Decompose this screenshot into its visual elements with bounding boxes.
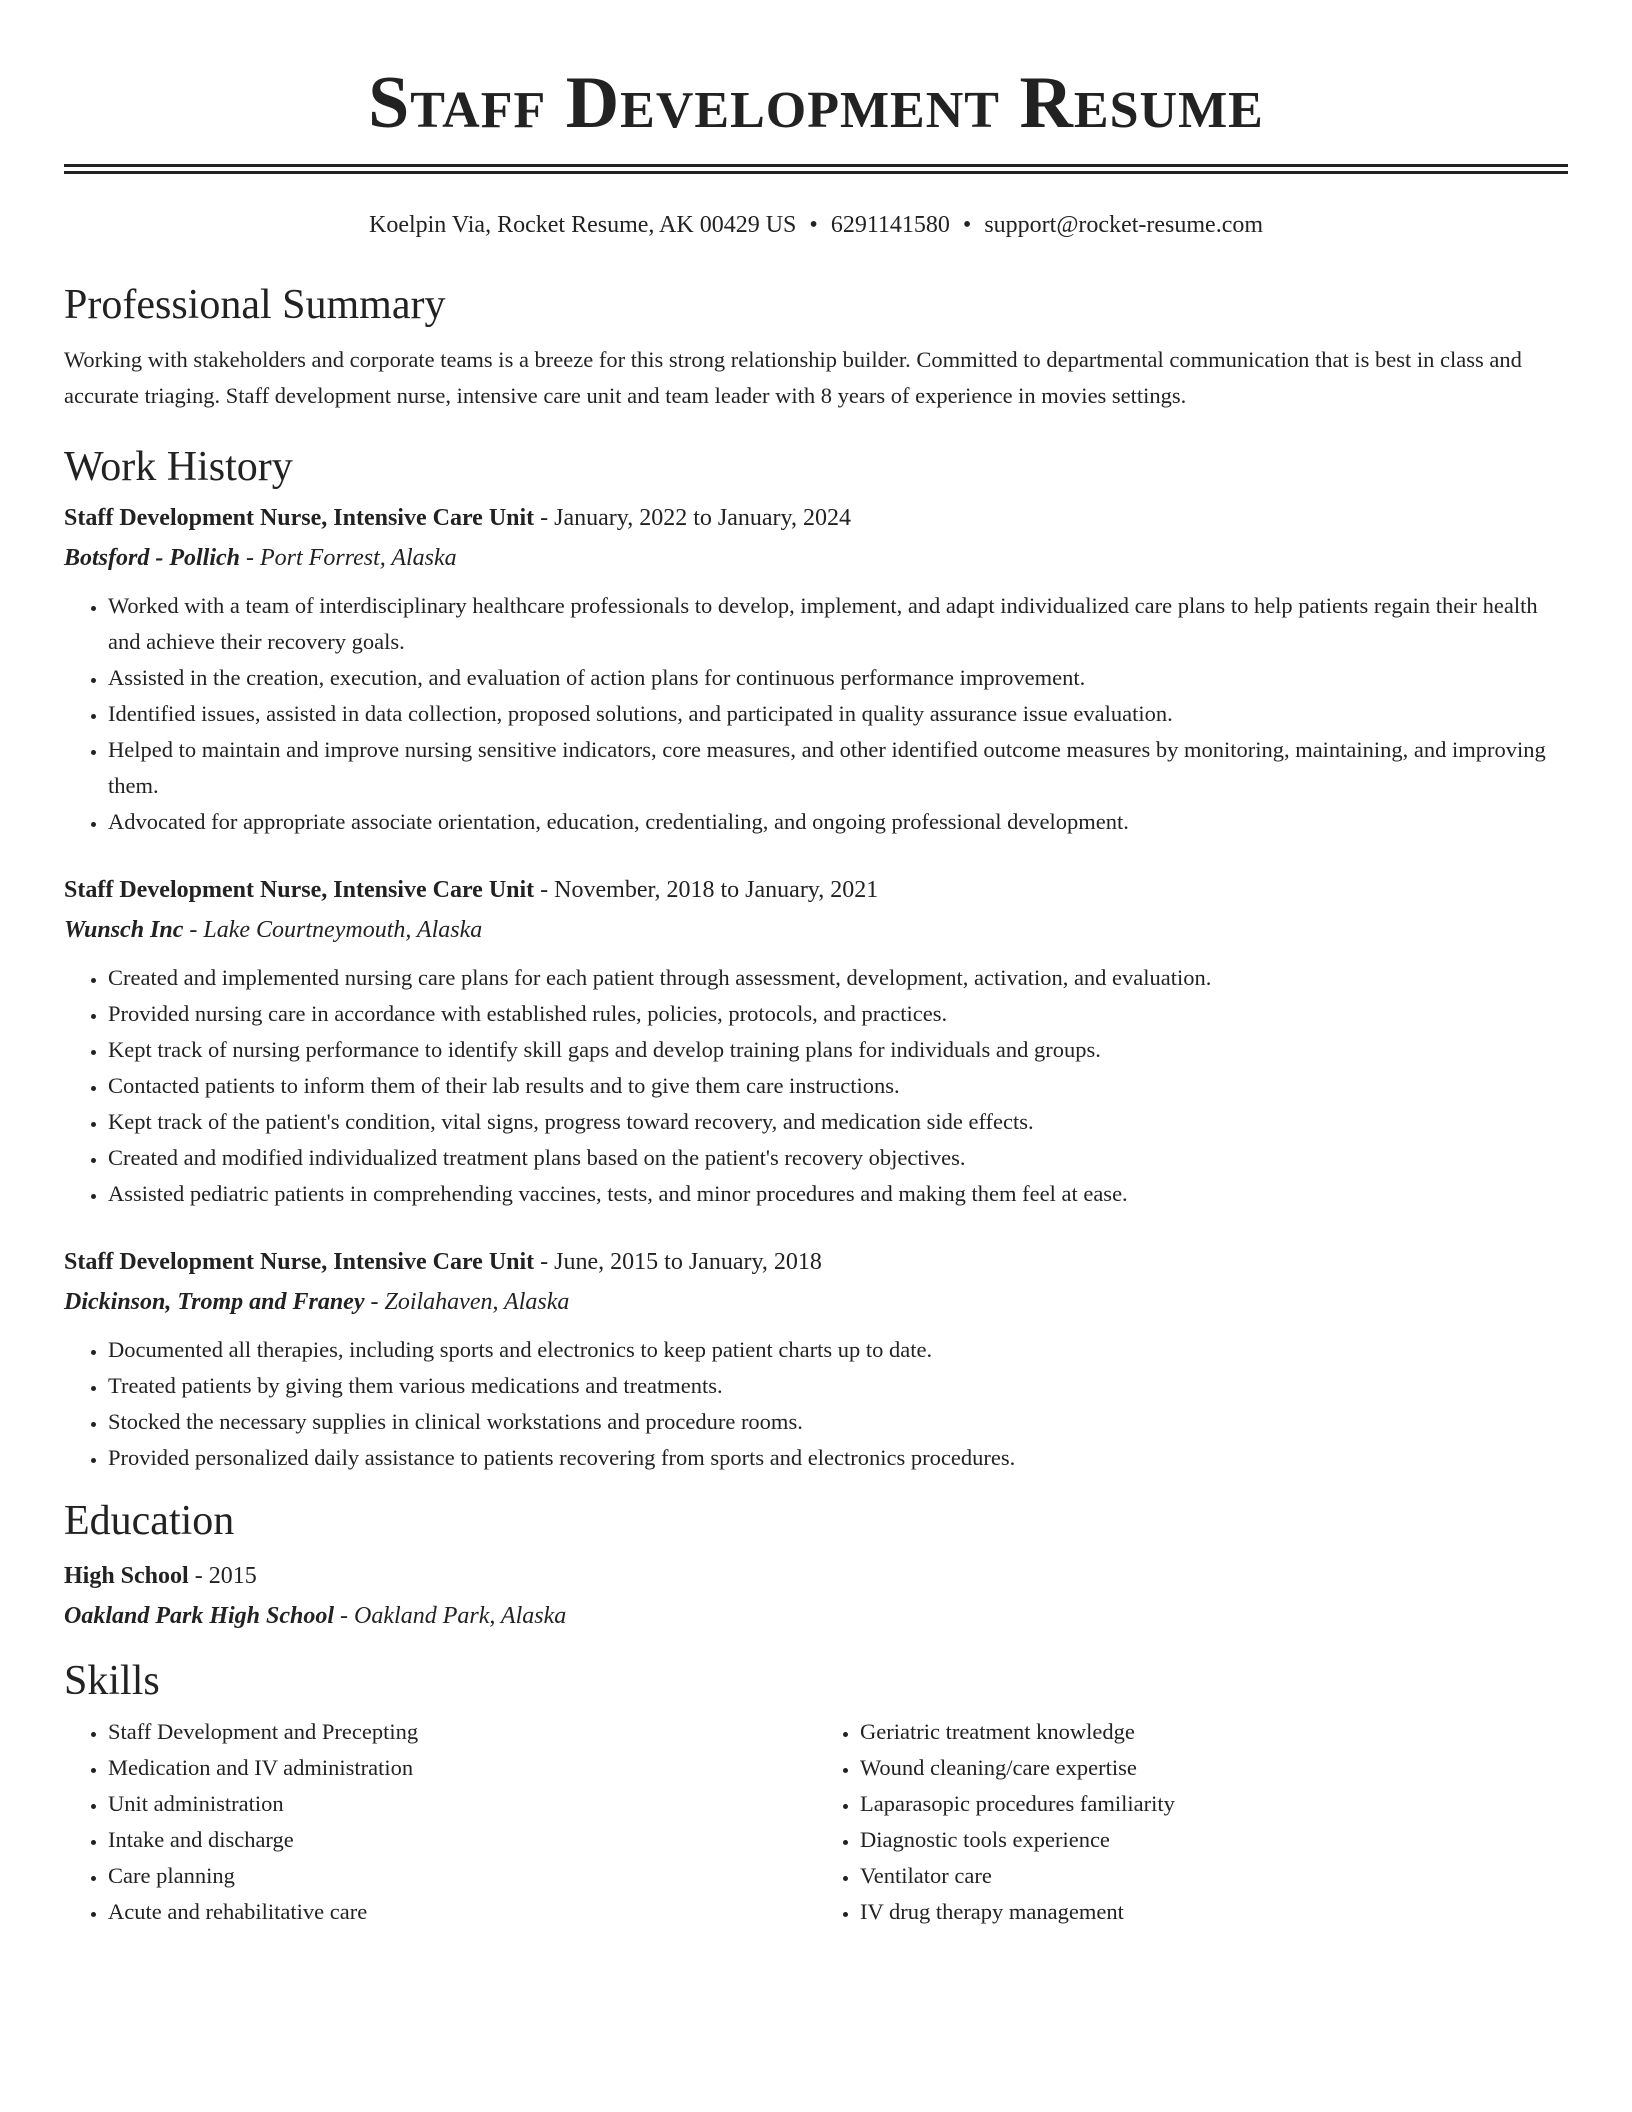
title-divider-bottom xyxy=(64,171,1568,174)
skills-list xyxy=(64,1714,1568,1930)
job-bullets xyxy=(64,1332,1568,1476)
list-item: • Assisted in the creation, execution, and evaluation of action plans for continuous performance improvement. xyxy=(108,660,1568,696)
bullet-separator: • xyxy=(809,212,818,238)
skill-item: • Staff Development and Precepting xyxy=(108,1714,816,1750)
section-heading-work-history: Work History xyxy=(64,444,293,490)
school-location: - Oakland Park, Alaska xyxy=(334,1603,567,1629)
contact-line xyxy=(64,210,1568,240)
company-line xyxy=(64,538,1568,578)
degree: High School xyxy=(64,1563,189,1589)
job-title: Staff Development Nurse, Intensive Care Unit xyxy=(64,877,535,903)
list-item: • Treated patients by giving them various medications and treatments. xyxy=(108,1368,1568,1404)
job-title-line xyxy=(64,870,1568,910)
company-name: Wunsch Inc xyxy=(64,917,184,943)
job-dates: - November, 2018 to January, 2021 xyxy=(534,877,879,903)
address: Koelpin Via, Rocket Resume, AK 00429 US xyxy=(368,212,797,238)
bullet-separator: • xyxy=(962,212,972,238)
list-item: • Kept track of nursing performance to identify skill gaps and develop training plans for individuals and groups. xyxy=(108,1032,1568,1068)
degree-line xyxy=(64,1556,1568,1596)
email: support@rocket-resume.com xyxy=(984,212,1264,238)
graduation-year: - 2015 xyxy=(188,1563,257,1589)
list-item: • Kept track of the patient's condition, vital signs, progress toward recovery, and medication side effects. xyxy=(108,1104,1568,1140)
skill-item: • Intake and discharge xyxy=(108,1822,816,1858)
skill-item: • IV drug therapy management xyxy=(860,1894,1568,1930)
skill-item: • Geriatric treatment knowledge xyxy=(860,1714,1568,1750)
company-name: Botsford - Pollich xyxy=(64,545,241,571)
skill-item: • Wound cleaning/care expertise xyxy=(860,1750,1568,1786)
company-line xyxy=(64,910,1568,950)
list-item: • Created and modified individualized treatment plans based on the patient's recovery objectives. xyxy=(108,1140,1568,1176)
skill-item: • Care planning xyxy=(108,1858,816,1894)
company-location: - Zoilahaven, Alaska xyxy=(364,1289,570,1315)
list-item: • Assisted pediatric patients in comprehending vaccines, tests, and minor procedures and making them feel at ease. xyxy=(108,1176,1568,1212)
summary-text: Working with stakeholders and corporate teams is a breeze for this strong relationship builder. Committed to departmental communication that is best in class and accurate triaging. Staff development nurse, intensive care unit and team leader with 8 years of experience in movies settings. xyxy=(64,347,1522,408)
resume-title: Staff Development Resume xyxy=(368,62,1264,144)
school-name: Oakland Park High School xyxy=(64,1603,335,1629)
school-line xyxy=(64,1596,1568,1636)
job-entry xyxy=(64,1242,1568,1476)
job-entry xyxy=(64,870,1568,1212)
job-title-line xyxy=(64,498,1568,538)
job-dates: - January, 2022 to January, 2024 xyxy=(534,505,851,531)
list-item: • Worked with a team of interdisciplinary healthcare professionals to develop, implement, and adapt individualized care plans to help patients regain their health and achieve their recovery goals. xyxy=(108,588,1568,660)
job-entry xyxy=(64,498,1568,840)
skill-item: • Laparasopic procedures familiarity xyxy=(860,1786,1568,1822)
education-entry xyxy=(64,1556,1568,1636)
company-name: Dickinson, Tromp and Franey xyxy=(64,1289,365,1315)
skill-item: • Acute and rehabilitative care xyxy=(108,1894,816,1930)
company-location: - Lake Courtneymouth, Alaska xyxy=(183,917,483,943)
list-item: • Provided nursing care in accordance with established rules, policies, protocols, and practices. xyxy=(108,996,1568,1032)
job-title: Staff Development Nurse, Intensive Care Unit xyxy=(64,505,535,531)
job-bullets xyxy=(64,588,1568,840)
section-heading-summary: Professional Summary xyxy=(64,282,446,328)
list-item: • Contacted patients to inform them of their lab results and to give them care instructions. xyxy=(108,1068,1568,1104)
list-item: • Documented all therapies, including sports and electronics to keep patient charts up to date. xyxy=(108,1332,1568,1368)
skill-item: • Ventilator care xyxy=(860,1858,1568,1894)
skill-item: • Medication and IV administration xyxy=(108,1750,816,1786)
company-line xyxy=(64,1282,1568,1322)
job-title: Staff Development Nurse, Intensive Care Unit xyxy=(64,1249,535,1275)
job-bullets xyxy=(64,960,1568,1212)
skill-item: • Unit administration xyxy=(108,1786,816,1822)
list-item: • Helped to maintain and improve nursing sensitive indicators, core measures, and other identified outcome measures by monitoring, maintaining, and improving them. xyxy=(108,732,1568,804)
section-heading-education: Education xyxy=(64,1498,235,1544)
list-item: • Stocked the necessary supplies in clinical workstations and procedure rooms. xyxy=(108,1404,1568,1440)
list-item: • Advocated for appropriate associate orientation, education, credentialing, and ongoing professional development. xyxy=(108,804,1568,840)
list-item: • Created and implemented nursing care plans for each patient through assessment, development, activation, and evaluation. xyxy=(108,960,1568,996)
phone: 6291141580 xyxy=(830,212,950,238)
skills-column-left xyxy=(64,1714,816,1930)
list-item: • Provided personalized daily assistance to patients recovering from sports and electronics procedures. xyxy=(108,1440,1568,1476)
list-item: • Identified issues, assisted in data collection, proposed solutions, and participated in quality assurance issue evaluation. xyxy=(108,696,1568,732)
job-title-line xyxy=(64,1242,1568,1282)
job-dates: - June, 2015 to January, 2018 xyxy=(534,1249,822,1275)
skills-column-right xyxy=(816,1714,1568,1930)
skill-item: • Diagnostic tools experience xyxy=(860,1822,1568,1858)
section-heading-skills: Skills xyxy=(64,1658,160,1704)
company-location: - Port Forrest, Alaska xyxy=(240,545,457,571)
